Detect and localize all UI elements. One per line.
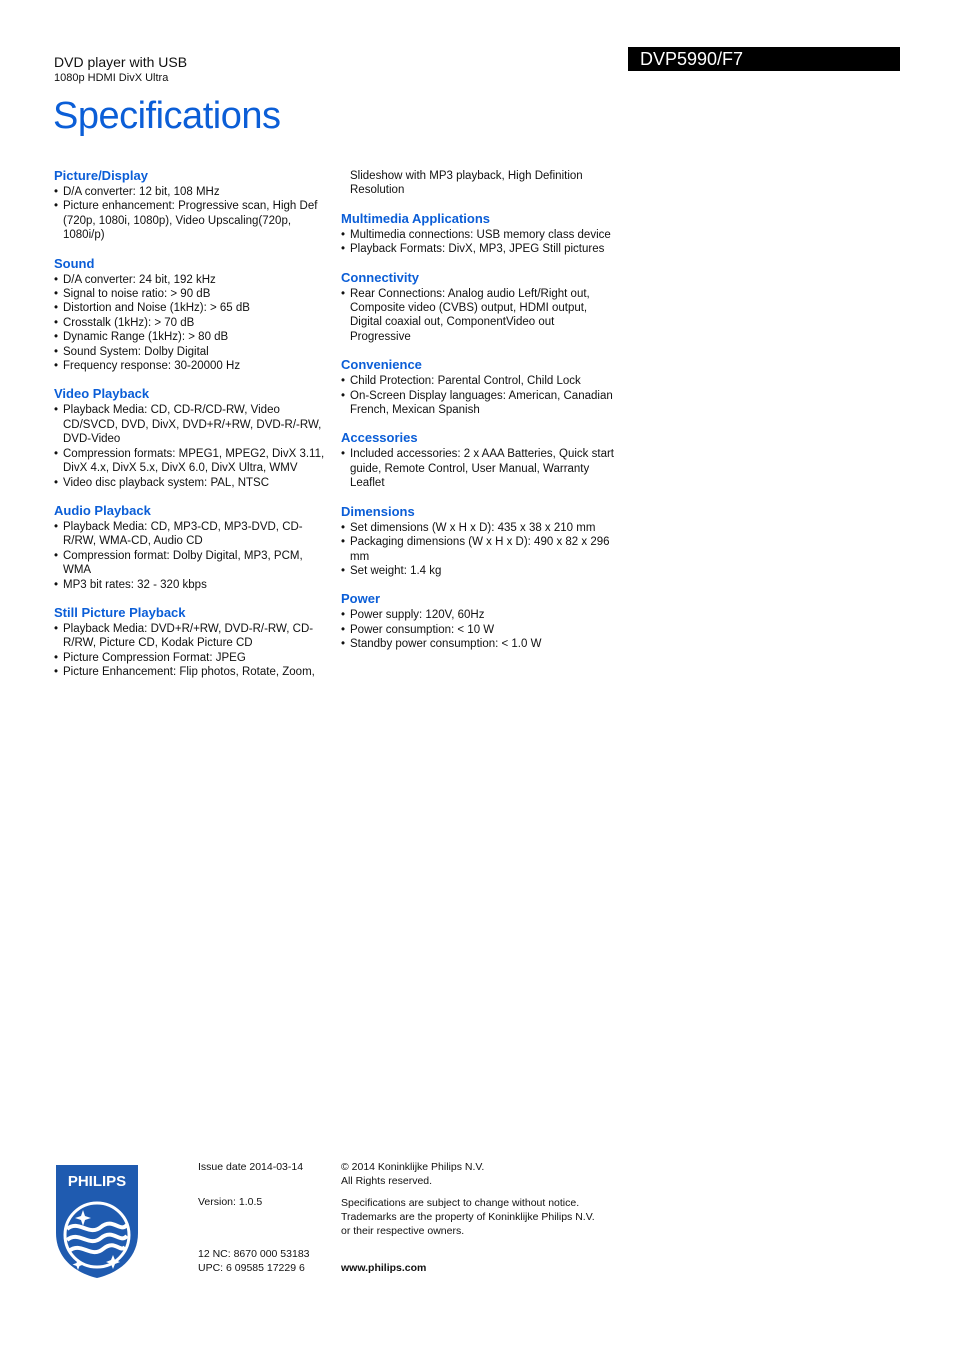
section-accessories xyxy=(341,430,616,490)
spec-item: • Child Protection: Parental Control, Child Lock xyxy=(341,374,616,388)
section-title: Audio Playback xyxy=(54,502,151,518)
specs-right-column xyxy=(341,169,616,665)
header-product-name: DVD player with USB xyxy=(54,54,188,70)
header-subtitle: 1080p HDMI DivX Ultra xyxy=(54,72,169,84)
notice-line-1: Specifications are subject to change without notice. xyxy=(341,1197,580,1209)
notice-line-2: Trademarks are the property of Koninklijke Philips N.V. xyxy=(341,1211,595,1223)
page-title: Specifications xyxy=(53,95,281,137)
section-title: Power xyxy=(341,591,381,607)
spec-item: • Sound System: Dolby Digital xyxy=(54,345,329,359)
spec-item: • Playback Media: CD, CD-R/CD-RW, Video CD/SVCD, DVD, DivX, DVD+R/+RW, DVD-R/-RW, DVD-Video xyxy=(54,403,329,446)
section-title: Dimensions xyxy=(341,503,415,519)
spec-item: • Power supply: 120V, 60Hz xyxy=(341,608,616,622)
version: Version: 1.0.5 xyxy=(198,1196,263,1208)
section-multimedia-applications xyxy=(341,211,616,257)
section-dimensions xyxy=(341,504,616,579)
upc-code: UPC: 6 09585 17229 6 xyxy=(198,1262,305,1274)
spec-item: • Set weight: 1.4 kg xyxy=(341,564,616,578)
model-number-badge: DVP5990/F7 xyxy=(628,47,900,71)
spec-item: • Compression format: Dolby Digital, MP3, PCM, WMA xyxy=(54,549,329,578)
philips-shield-logo xyxy=(54,1163,140,1279)
logo-wordmark: PHILIPS xyxy=(67,1173,127,1190)
section-title: Video Playback xyxy=(54,386,150,402)
specs-left-column xyxy=(54,168,329,693)
spec-item: • Picture Compression Format: JPEG xyxy=(54,651,329,665)
spec-item: • Picture Enhancement: Flip photos, Rotate, Zoom, xyxy=(54,665,329,679)
spec-item: • MP3 bit rates: 32 - 320 kbps xyxy=(54,578,329,592)
spec-item: • Distortion and Noise (1kHz): > 65 dB xyxy=(54,301,329,315)
section-title: Connectivity xyxy=(341,269,420,285)
spec-item: • Playback Formats: DivX, MP3, JPEG Still pictures xyxy=(341,242,616,256)
section-title: Accessories xyxy=(341,430,418,446)
spec-item: • D/A converter: 12 bit, 108 MHz xyxy=(54,185,329,199)
spec-item: • Multimedia connections: USB memory class device xyxy=(341,228,616,242)
issue-date: Issue date 2014-03-14 xyxy=(198,1161,304,1173)
rights-reserved: All Rights reserved. xyxy=(341,1175,433,1187)
spec-item: • Rear Connections: Analog audio Left/Right out, Composite video (CVBS) output, HDMI output, Digital coaxial out, ComponentVideo out Progressive xyxy=(341,287,616,345)
spec-item: • Packaging dimensions (W x H x D): 490 x 82 x 296 mm xyxy=(341,535,616,564)
spec-item: • D/A converter: 24 bit, 192 kHz xyxy=(54,273,329,287)
spec-item: • Standby power consumption: < 1.0 W xyxy=(341,637,616,651)
spec-item: • Dynamic Range (1kHz): > 80 dB xyxy=(54,330,329,344)
section-title: Multimedia Applications xyxy=(341,210,491,226)
spec-item: • Playback Media: CD, MP3-CD, MP3-DVD, CD-R/RW, WMA-CD, Audio CD xyxy=(54,520,329,549)
spec-item: • Power consumption: < 10 W xyxy=(341,623,616,637)
spec-item: • On-Screen Display languages: American, Canadian French, Mexican Spanish xyxy=(341,389,616,418)
spec-item: • Video disc playback system: PAL, NTSC xyxy=(54,476,329,490)
section-title: Picture/Display xyxy=(54,168,148,183)
continued-spec-text: Slideshow with MP3 playback, High Definition Resolution xyxy=(350,170,583,197)
section-title: Still Picture Playback xyxy=(54,604,186,620)
section-convenience xyxy=(341,357,616,417)
section-audio-playback xyxy=(54,503,329,592)
section-connectivity xyxy=(341,270,616,345)
section-video-playback xyxy=(54,386,329,489)
spec-item: • Picture enhancement: Progressive scan, High Def (720p, 1080i, 1080p), Video Upscaling(720p, 1080i/p) xyxy=(54,199,329,242)
section-still-picture-playback xyxy=(54,605,329,680)
website-link[interactable]: www.philips.com xyxy=(341,1262,427,1274)
copyright: © 2014 Koninklijke Philips N.V. xyxy=(341,1161,485,1173)
spec-item: • Crosstalk (1kHz): > 70 dB xyxy=(54,316,329,330)
spec-item: • Playback Media: DVD+R/+RW, DVD-R/-RW, CD-R/RW, Picture CD, Kodak Picture CD xyxy=(54,622,329,651)
spec-item: • Signal to noise ratio: > 90 dB xyxy=(54,287,329,301)
spec-item: • Compression formats: MPEG1, MPEG2, DivX 3.11, DivX 4.x, DivX 5.x, DivX 6.0, DivX Ultra, WMV xyxy=(54,447,329,476)
section-title: Convenience xyxy=(341,357,422,373)
section-sound xyxy=(54,256,329,374)
section-title: Sound xyxy=(54,255,95,271)
spec-item: • Included accessories: 2 x AAA Batteries, Quick start guide, Remote Control, User Manual, Warranty Leaflet xyxy=(341,447,616,490)
notice-line-3: or their respective owners. xyxy=(341,1225,465,1237)
spec-item: • Frequency response: 30-20000 Hz xyxy=(54,359,329,373)
section-picture-display xyxy=(54,168,329,243)
section-power xyxy=(341,591,616,651)
nc-code: 12 NC: 8670 000 53183 xyxy=(198,1248,310,1260)
spec-item: • Set dimensions (W x H x D): 435 x 38 x 210 mm xyxy=(341,521,616,535)
